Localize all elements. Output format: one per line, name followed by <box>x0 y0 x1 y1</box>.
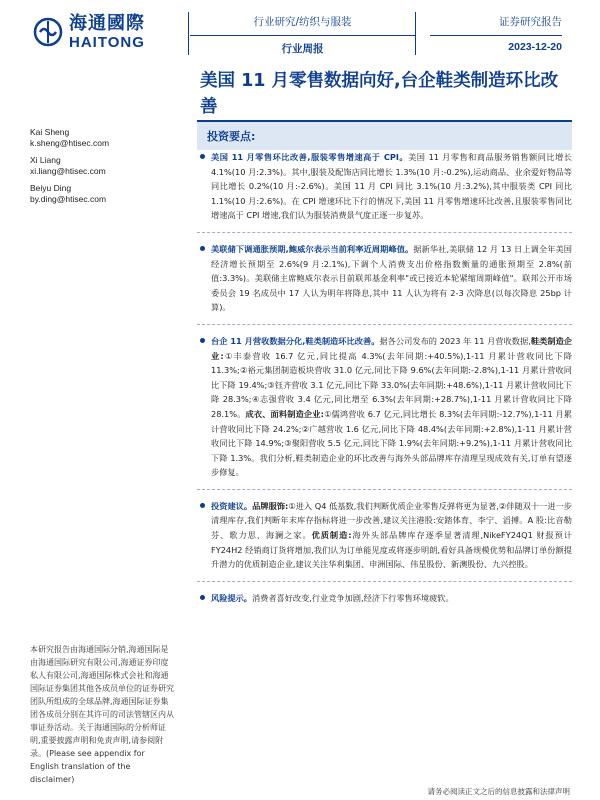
report-date: 2023-12-20 <box>508 41 562 53</box>
document-type: 证券研究报告 <box>430 10 562 36</box>
bullet-icon <box>200 595 205 600</box>
paragraph-separator <box>197 581 572 583</box>
logo-chinese-text: 海通國際 <box>69 12 145 34</box>
key-points-body <box>197 150 572 614</box>
bullet-icon <box>200 338 205 343</box>
haitong-logo <box>33 11 165 53</box>
header-meta-block <box>430 10 562 53</box>
report-title: 美国 11 月零售数据向好,台企鞋类制造环比改善 <box>200 71 559 117</box>
paragraph-highlight: 投资建议。 <box>211 500 253 511</box>
header-category-block <box>190 10 415 56</box>
paragraph-subheading: 品牌服饰: <box>252 500 289 511</box>
paragraph-separator <box>197 489 572 491</box>
paragraph-text: 据各公司发布的 2023 年 11 月营收数据, <box>379 335 531 346</box>
paragraph-us-retail <box>197 150 572 223</box>
report-type: 行业周报 <box>281 43 324 55</box>
bullet-icon <box>200 154 205 159</box>
paragraph-text: 海外头部品牌库存逐季显著清理,NikeFY24Q1 财报预计 FY24H2 经销商订货将增加,我们认为订单能见度或将逐步明朗,看好具备规模优势和品牌订单份额提升潜力的优质制造企业,建议关注华利集团、申洲国际、伟星股份、新澳股份、九兴控股。 <box>211 530 572 570</box>
header-divider-left <box>188 12 189 55</box>
paragraph-subheading: 鞋类制造企业: <box>211 335 572 361</box>
analyst-card <box>30 155 106 177</box>
analyst-card <box>30 127 109 149</box>
paragraph-text: 据新华社,美联储 12 月 13 日上调全年美国经济增长预期至 2.6%(9 月:2.1%),下调个人消费支出价格指数衡量的通胀预期至 2.8%(前值:3.3%)。美联储主席鲍威尔表示目前联邦基金利率"或已接近本轮紧缩周期峰值"。联邦公开市场委员会 19 名成员中 17 人认为明年将降息,其中 11 人认为将有 2-3 次降息(以每次降息 25bp 计算)。 <box>211 243 572 313</box>
analyst-name: Xi Liang <box>30 155 61 165</box>
sidebar-disclaimer: 本研究报告由海通国际分销,海通国际是由海通国际研究有限公司,海通证券印度私人有限公司,海通国际株式会社和海通国际证券集团其他各成员单位的证券研究团队所组成的全球品牌,海通国际证券集团各成员分别在其许可的司法管辖区内从事证券活动。关于海通国际的分析师证明,重要披露声明和免责声明,请参阅附录。(Please see appendix for English translation of the disclaimer) <box>30 645 174 784</box>
paragraph-text: 美国 11 月零售和商品服务销售额同比增长 4.1%(10 月:2.3%)。其中,服装及配饰店同比增长 1.3%(10 月:-0.2%),运动商品、业余爱好物品等同比增长 0.2%(10 月:-2.6%)。美国 11 月 CPI 同比 3.1%(10 月:3.2%),其中服装类 CPI 同比 1.1%(10 月:2.6%)。在 CPI 增速环比下行的情况下,美国 11 月零售增速环比改善,且服装零售同比增速高于 CPI 增速,我们认为服装消费景气度正逐一步复苏。 <box>211 152 572 221</box>
paragraph-fed-inflation <box>197 242 572 315</box>
analyst-card <box>30 183 106 205</box>
paragraph-investment-advice <box>197 499 572 572</box>
paragraph-highlight: 台企 11 月营收数据分化,鞋类制造环比改善。 <box>211 335 380 346</box>
bullet-icon <box>200 503 205 508</box>
paragraph-text: ①进入 Q4 低基数,我们判断优质企业零售反弹将更为显著,②伴随双十一进一步清理库存,我们判断年末库存指标将进一步改善,建议关注港股:安踏体育、李宁、滔搏。A 股:比音勒芬、歌力思、海澜之家。 <box>211 500 572 541</box>
header-divider-right <box>415 12 416 55</box>
paragraph-risk <box>197 591 572 606</box>
paragraph-subheading: 成衣、面料制造企业: <box>245 408 324 419</box>
paragraph-separator <box>197 232 572 234</box>
analyst-name: Kai Sheng <box>30 127 70 137</box>
report-category: 行业研究/纺织与服装 <box>190 10 415 36</box>
key-points-label: 投资要点: <box>207 130 256 143</box>
logo-english-text: HAITONG <box>69 33 145 51</box>
paragraph-subheading: 优质制造: <box>311 530 352 541</box>
paragraph-text: ①儒鸿营收 6.7 亿元,同比增长 8.3%(去年同期:-12.7%),1-11 月累计营收同比下降 24.2%;②广越营收 1.6 亿元,同比下降 48.4%(去年同期:+2.8%),1-11 月累计营收同比下降 14.9%;③聚阳营收 5.5 亿元,同比下降 1.9%(去年同期:+9.2%),1-11 月累计营收同比下降 1.3%。我们分析,鞋类制造企业的环比改善与海外头部品牌库存清理呈现成效有关,订单有望逐步修复。 <box>211 408 572 478</box>
bullet-icon <box>200 246 205 251</box>
paragraph-highlight: 风险提示。 <box>211 592 252 603</box>
paragraph-taiwan-revenue <box>197 334 572 480</box>
analyst-email[interactable]: by.ding@htisec.com <box>30 194 107 204</box>
analyst-email[interactable]: xi.liang@htisec.com <box>30 166 106 176</box>
haitong-logo-icon <box>33 17 63 47</box>
paragraph-text: 消费者喜好改变,行业竞争加剧,经济下行零售环境疲软。 <box>251 592 454 603</box>
paragraph-text: ①丰泰营收 16.7 亿元,同比提高 4.3%(去年同期:+40.5%),1-11 月累计营收同比下降 11.3%;②裕元集团制造板块营收 31.0 亿元,同比下降 9.6%(去年同期:-2.8%),1-11 月累计营收同比下降 19.4%;③钰齐营收 3.1 亿元,同比下降 33.0%(去年同期:+48.6%),1-11 月累计营收同比下降 28.3%;④志强营收 3.4 亿元,同比增至 6.3%(去年同期:+28.7%),1-11 月累计营收同比下降 28.1%。 <box>211 350 572 419</box>
key-points-header <box>197 120 572 150</box>
paragraph-highlight: 美联储下调通胀预期,鲍威尔表示当前利率近周期峰值。 <box>211 243 414 254</box>
analyst-email[interactable]: k.sheng@htisec.com <box>30 138 110 148</box>
paragraph-separator <box>197 324 572 326</box>
footer-disclaimer: 请务必阅读正文之后的信息披露和法律声明 <box>427 787 570 796</box>
analyst-name: Beiyu Ding <box>30 183 72 193</box>
paragraph-highlight: 美国 11 月零售环比改善,服装零售增速高于 CPI。 <box>211 152 409 162</box>
